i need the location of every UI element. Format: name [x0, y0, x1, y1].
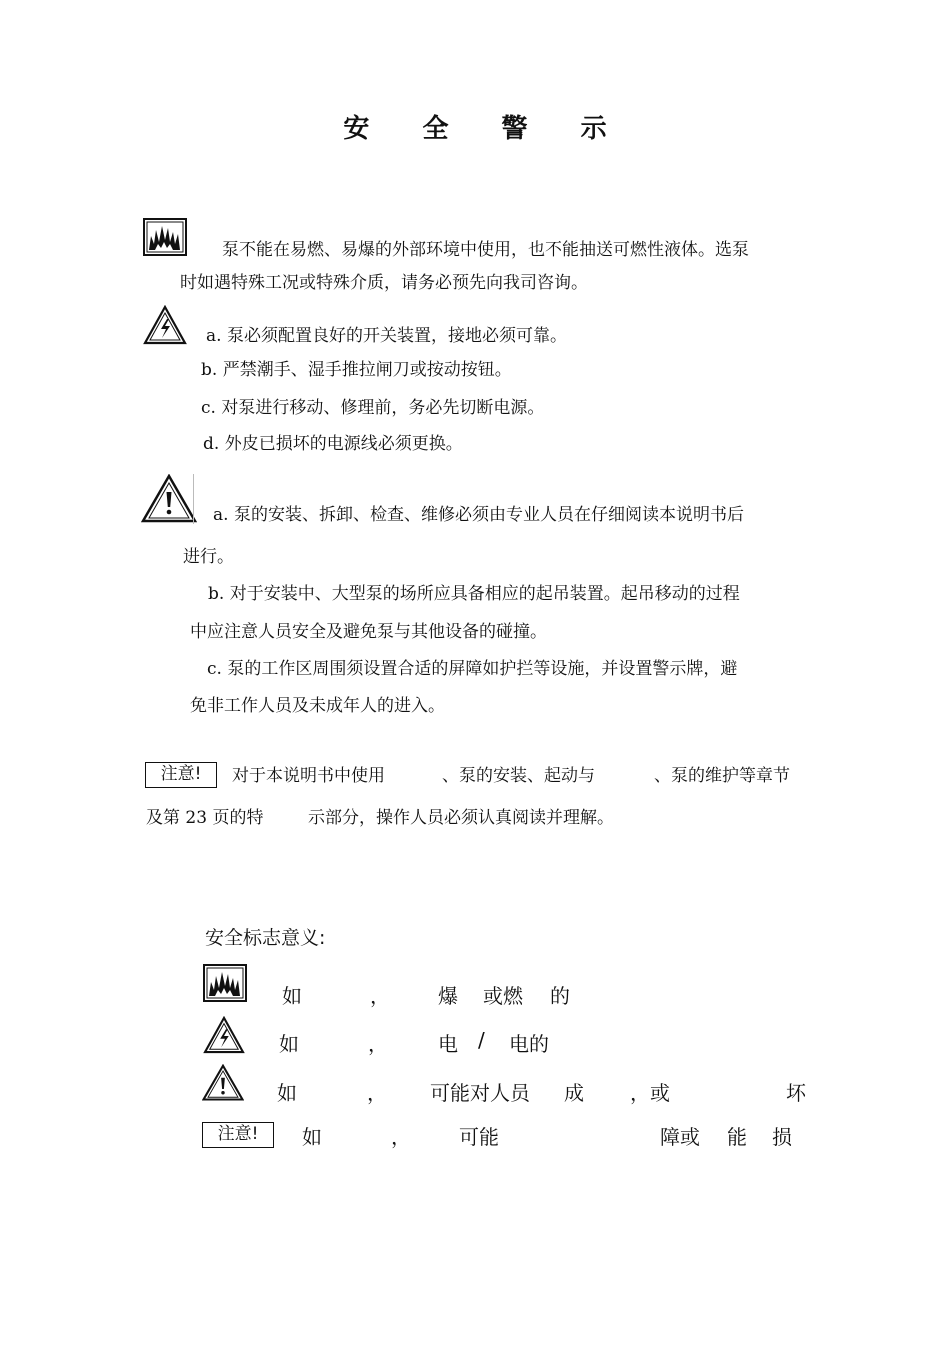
explosion-icon — [143, 218, 187, 256]
legend-general-word-5: ，或 — [630, 1081, 670, 1105]
general-item-b-line-1: b. 对于安装中、大型泵的场所应具备相应的起吊装置。起吊移动的过程 — [208, 584, 740, 604]
explosion-warning-line-2: 时如遇特殊工况或特殊介质，请务必预先向我司咨询。 — [180, 273, 588, 293]
legend-notice-word-4: 障或 — [660, 1125, 700, 1149]
general-item-c-line-2: 免非工作人员及未成年人的进入。 — [190, 696, 445, 716]
legend-general-word-4: 成 — [564, 1081, 584, 1105]
electric-item-c: c. 对泵进行移动、修理前，务必先切断电源。 — [201, 398, 545, 418]
legend-electric-word-1: 如 — [279, 1032, 299, 1056]
explosion-warning-line-1: 泵不能在易燃、易爆的外部环境中使用，也不能抽送可燃性液体。选泵 — [222, 240, 749, 260]
legend-exclamation-warning-icon — [202, 1064, 244, 1102]
legend-electric-word-3: 电 — [438, 1032, 458, 1056]
legend-notice-word-3: 可能 — [459, 1125, 499, 1149]
notice-badge: 注意! — [145, 762, 217, 788]
page-title: 安 全 警 示 — [343, 114, 629, 144]
legend-notice-badge: 注意! — [202, 1122, 274, 1148]
legend-explosion-word-4: 或燃 — [483, 984, 523, 1008]
legend-notice-word-1: 如 — [302, 1125, 322, 1149]
legend-notice-word-6: 损 — [772, 1125, 792, 1149]
legend-explosion-word-5: 的 — [550, 984, 570, 1008]
legend-electric-word-4: / — [478, 1028, 485, 1052]
notice-line-1-part-a: 对于本说明书中使用 — [232, 766, 385, 786]
legend-general-word-2: ， — [367, 1081, 387, 1105]
notice-line-1-part-b: 、泵的安装、起动与 — [442, 766, 595, 786]
exclamation-warning-icon — [141, 474, 197, 524]
general-item-a-line-1: a. 泵的安装、拆卸、检查、维修必须由专业人员在仔细阅读本说明书后 — [213, 505, 744, 525]
legend-explosion-icon — [203, 964, 247, 1002]
legend-general-word-6: 坏 — [786, 1081, 806, 1105]
legend-explosion-word-1: 如 — [282, 984, 302, 1008]
legend-heading: 安全标志意义: — [205, 927, 326, 949]
general-item-a-line-2: 进行。 — [183, 547, 234, 567]
general-item-b-line-2: 中应注意人员安全及避免泵与其他设备的碰撞。 — [190, 622, 547, 642]
legend-electric-word-5: 电的 — [509, 1032, 549, 1056]
electric-item-a: a. 泵必须配置良好的开关装置，接地必须可靠。 — [206, 326, 567, 346]
electric-item-d: d. 外皮已损坏的电源线必须更换。 — [203, 434, 463, 454]
electric-item-b: b. 严禁潮手、湿手推拉闸刀或按动按钮。 — [201, 360, 512, 380]
legend-explosion-word-2: ， — [370, 984, 390, 1008]
legend-general-word-1: 如 — [277, 1081, 297, 1105]
icon-divider — [193, 474, 194, 524]
electric-shock-icon — [143, 305, 187, 345]
legend-explosion-word-3: 爆 — [438, 984, 458, 1008]
notice-line-2-part-a: 及第 23 页的特 — [146, 808, 264, 828]
general-item-c-line-1: c. 泵的工作区周围须设置合适的屏障如护拦等设施，并设置警示牌，避 — [207, 659, 738, 679]
notice-line-2-part-b: 示部分，操作人员必须认真阅读并理解。 — [308, 808, 614, 828]
legend-notice-word-5: 能 — [727, 1125, 747, 1149]
legend-general-word-3: 可能对人员 — [430, 1081, 530, 1105]
legend-notice-word-2: ， — [391, 1125, 411, 1149]
notice-line-1-part-c: 、泵的维护等章节 — [654, 766, 790, 786]
legend-electric-word-2: ， — [368, 1032, 388, 1056]
legend-electric-shock-icon — [202, 1016, 246, 1054]
